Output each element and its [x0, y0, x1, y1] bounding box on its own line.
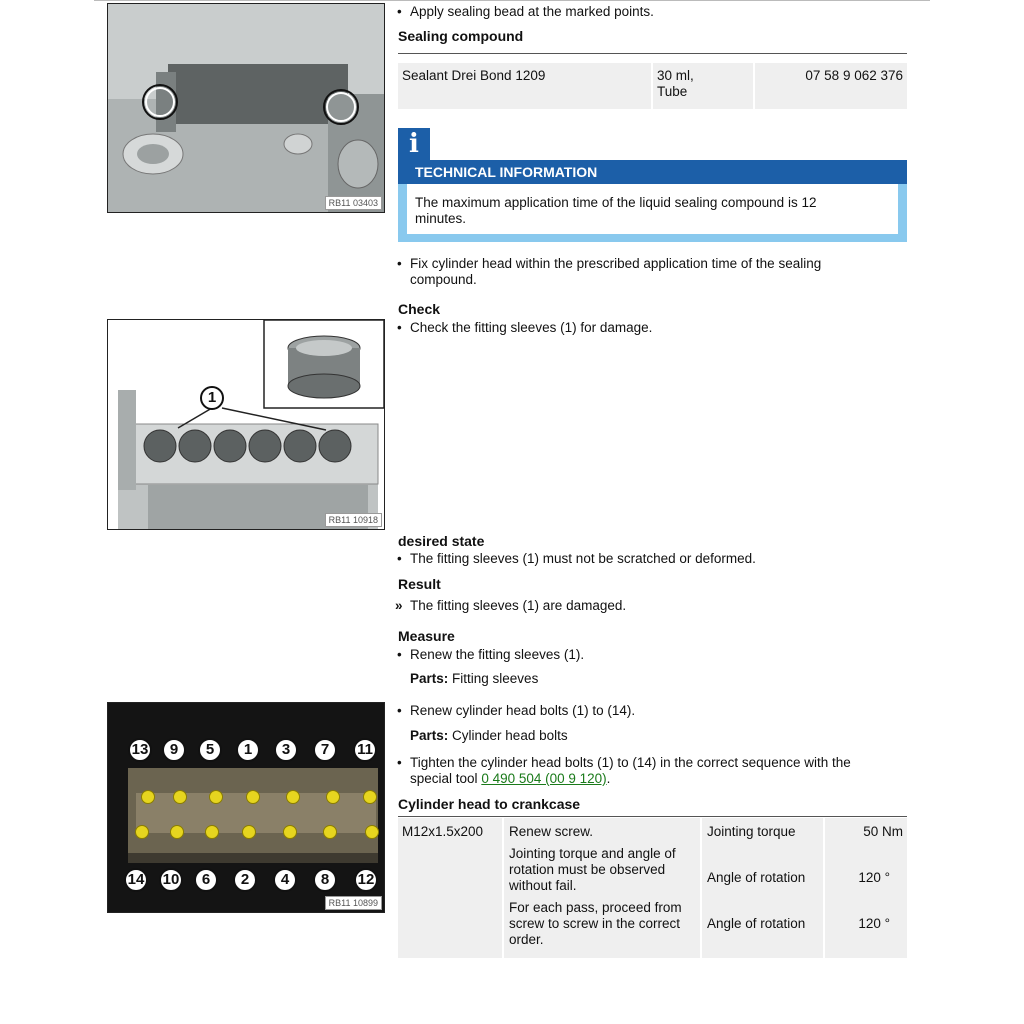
bolt-callout: 6: [194, 868, 218, 892]
bolt-callout: 14: [124, 868, 148, 892]
figure-code: RB11 10918: [325, 513, 382, 527]
bullet-check-sleeves: [397, 320, 890, 336]
heading-sealing-compound: Sealing compound: [398, 28, 524, 44]
bolt-marker: [141, 790, 155, 804]
info-text: The maximum application time of the liquid sealing compound is 12 minutes.: [415, 195, 817, 226]
result-line: [395, 598, 890, 614]
bolt-callout: 8: [313, 868, 337, 892]
bullet-desired-state: [397, 551, 890, 567]
figure-bolt-sequence: [107, 702, 385, 913]
torque-row-2-value: 120 °: [858, 870, 890, 885]
bolt-marker: [326, 790, 340, 804]
torque-row-2-desc: Jointing torque and angle of rotation must be observed without fail.: [509, 846, 676, 893]
result-text: The fitting sleeves (1) are damaged.: [410, 598, 627, 613]
torque-value-column: [825, 818, 907, 958]
bullet-renew-bolts: [397, 703, 890, 719]
parts-value: Cylinder head bolts: [452, 728, 568, 743]
bolt-spec-cell: M12x1.5x200: [398, 818, 502, 958]
bullet-renew-sleeves: [397, 647, 890, 663]
engine-block-illustration: [108, 4, 384, 212]
bolt-marker: [242, 825, 256, 839]
special-tool-link[interactable]: 0 490 504 (00 9 120): [481, 771, 607, 786]
heading-result: Result: [398, 576, 441, 592]
bolt-marker: [323, 825, 337, 839]
torque-row-1-value: 50 Nm: [863, 824, 903, 839]
bolt-callout: 9: [162, 738, 186, 762]
technical-info-box: [398, 128, 907, 242]
bullet-text: Check the fitting sleeves (1) for damage.: [410, 320, 653, 335]
sealant-part-cell: 07 58 9 062 376: [755, 63, 907, 109]
bolt-marker: [283, 825, 297, 839]
heading-measure: Measure: [398, 628, 455, 644]
bolt-callout: 2: [233, 868, 257, 892]
parts-fitting-sleeves: [410, 671, 538, 686]
bolt-marker: [363, 790, 377, 804]
bullet-dot: •: [397, 551, 402, 566]
figure-fitting-sleeves: [107, 319, 385, 530]
torque-row-1-type: Jointing torque: [707, 824, 796, 839]
info-title: TECHNICAL INFORMATION: [415, 164, 598, 180]
parts-value: Fitting sleeves: [452, 671, 539, 686]
bolt-marker: [209, 790, 223, 804]
bullet-text: Renew cylinder head bolts (1) to (14).: [410, 703, 636, 718]
bolt-marker: [170, 825, 184, 839]
bolt-marker: [246, 790, 260, 804]
torque-row-1-desc: Renew screw.: [509, 824, 594, 839]
bolt-callout: 10: [159, 868, 183, 892]
sealant-name-cell: Sealant Drei Bond 1209: [398, 63, 651, 109]
torque-row-3-desc: For each pass, proceed from screw to screw in the correct order.: [509, 900, 682, 947]
figure-code: RB11 03403: [325, 196, 382, 210]
bolt-callout: 7: [313, 738, 337, 762]
bullet-text: Tighten the cylinder head bolts (1) to (14) in the correct sequence with the special tool: [410, 755, 851, 786]
sealant-qty-cell: 30 ml, Tube: [653, 63, 753, 109]
bullet-fix-cylinder-head: [397, 256, 870, 288]
bolt-callout: 4: [273, 868, 297, 892]
torque-row-2-type: Angle of rotation: [707, 870, 806, 885]
bullet-dot: •: [397, 703, 402, 718]
top-rule: [94, 0, 930, 1]
bullet-text: Apply sealing bead at the marked points.: [410, 4, 654, 19]
bullet-apply-sealing: [397, 4, 910, 20]
bolt-marker: [365, 825, 379, 839]
bolt-callout: 3: [274, 738, 298, 762]
bolt-callout: 13: [128, 738, 152, 762]
parts-cylinder-head-bolts: [410, 728, 568, 743]
parts-label: Parts:: [410, 728, 449, 743]
bullet-text: Fix cylinder head within the prescribed application time of the sealing compound.: [410, 256, 822, 287]
bolt-marker: [205, 825, 219, 839]
torque-row-3-type: Angle of rotation: [707, 916, 806, 931]
table-rule: [398, 816, 907, 817]
bolt-callout: 12: [354, 868, 378, 892]
figure-sealing-points: [107, 3, 385, 213]
bullet-text: Renew the fitting sleeves (1).: [410, 647, 585, 662]
heading-check: Check: [398, 301, 441, 317]
bolt-marker: [135, 825, 149, 839]
table-rule: [398, 53, 907, 54]
crankcase-illustration: [108, 320, 384, 529]
bullet-dot: •: [397, 320, 402, 335]
parts-label: Parts:: [410, 671, 449, 686]
callout-1: 1: [200, 386, 224, 410]
bolt-callout: 5: [198, 738, 222, 762]
bullet-text-end: .: [606, 771, 611, 786]
torque-type-column: [702, 818, 823, 958]
figure-code: RB11 10899: [325, 896, 382, 910]
bolt-callout: 1: [236, 738, 260, 762]
bullet-text: The fitting sleeves (1) must not be scratched or deformed.: [410, 551, 756, 566]
heading-desired-state: desired state: [398, 533, 485, 549]
bullet-dot: •: [397, 647, 402, 662]
heading-cylinder-head-to-crankcase: Cylinder head to crankcase: [398, 796, 581, 812]
info-icon: i: [398, 128, 430, 160]
result-marker: »: [395, 598, 403, 613]
bullet-tighten-bolts: [397, 755, 890, 787]
bullet-dot: •: [397, 256, 402, 271]
torque-row-3-value: 120 °: [858, 916, 890, 931]
bolt-callout: 11: [353, 738, 377, 762]
bolt-marker: [173, 790, 187, 804]
bullet-dot: •: [397, 755, 402, 770]
bolt-marker: [286, 790, 300, 804]
bullet-dot: •: [397, 4, 402, 19]
